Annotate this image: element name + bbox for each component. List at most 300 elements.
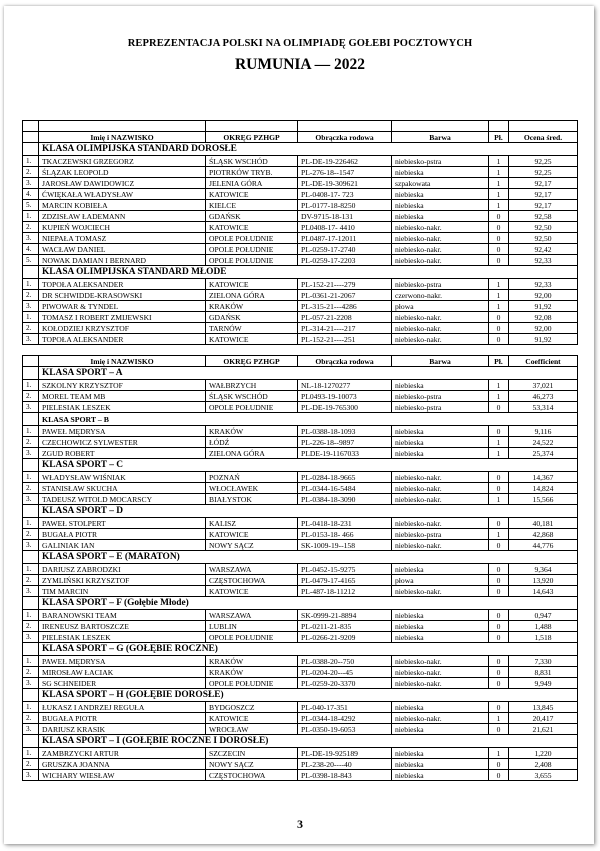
section-title: KLASA SPORT – I (GOŁĘBIE ROCZNE I DOROSŁE) [39,735,578,748]
score: 53,314 [509,402,578,413]
sex: 0 [489,656,509,667]
ring-number: PL-315-21---4286 [298,301,392,312]
section-header-row [23,143,578,156]
section-title: KLASA SPORT – E (MARATON) [39,551,578,564]
fancier-name: PAWEŁ STOLPERT [39,518,206,529]
section-spacer-cell [23,266,39,279]
color: niebiesko-pstra [392,402,489,413]
district: WARSZAWA [206,564,298,575]
table-row [23,178,578,189]
row-number: 2. [23,529,39,540]
sex: 0 [489,255,509,266]
table-row [23,518,578,529]
color: niebieska [392,426,489,437]
fancier-name: NIEPAŁA TOMASZ [39,233,206,244]
district: ŁÓDŹ [206,437,298,448]
ring-number: PL-0211-21-835 [298,621,392,632]
header-district: OKRĘG PZHGP [206,356,298,367]
ring-number: PL-DE-19-765300 [298,402,392,413]
ring-number: PL-0259-17-2203 [298,255,392,266]
sex: 0 [489,323,509,334]
score: 24,522 [509,437,578,448]
header-name: Imię i NAZWISKO [39,132,206,143]
table-row [23,312,578,323]
sex: 1 [489,380,509,391]
table-row [23,290,578,301]
section-spacer-cell [23,459,39,472]
district: BIAŁYSTOK [206,494,298,505]
score: 91,92 [509,301,578,312]
table-row [23,713,578,724]
fancier-name: DARIUSZ ZABRODZKI [39,564,206,575]
section-title: KLASA SPORT – A [39,367,578,380]
sex: 0 [489,222,509,233]
row-number: 1. [23,610,39,621]
sex: 0 [489,211,509,222]
row-number: 2. [23,575,39,586]
table-row [23,667,578,678]
fancier-name: ZDZISŁAW ŁADEMANN [39,211,206,222]
district: PIOTRKÓW TRYB. [206,167,298,178]
score: 20,417 [509,713,578,724]
sex: 0 [489,621,509,632]
header-no [23,132,39,143]
table-row [23,748,578,759]
sex: 0 [489,586,509,597]
color: niebiesko-nakr. [392,713,489,724]
row-number: 3. [23,678,39,689]
fancier-name: GRUSZKA JOANNA [39,759,206,770]
ring-number: PL-0204-20---45 [298,667,392,678]
header-sex: Pł. [489,132,509,143]
row-number: 2. [23,222,39,233]
fancier-name: TKACZEWSKI GRZEGORZ [39,156,206,167]
score: 42,868 [509,529,578,540]
score: 92,25 [509,156,578,167]
fancier-name: ZYMLIŃSKI KRZYSZTOF [39,575,206,586]
row-number: 2. [23,621,39,632]
score: 91,92 [509,334,578,345]
sex: 0 [489,770,509,781]
row-number: 3. [23,178,39,189]
district: CZĘSTOCHOWA [206,575,298,586]
table-row [23,156,578,167]
table-row [23,483,578,494]
color: niebieska [392,621,489,632]
fancier-name: DR SCHWIDDE-KRASOWSKI [39,290,206,301]
color: płowa [392,575,489,586]
ring-number: PL-152-21----251 [298,334,392,345]
ring-number: PL-238-20----40 [298,759,392,770]
section-spacer-cell [23,597,39,610]
district: KATOWICE [206,189,298,200]
table-row [23,529,578,540]
row-number: 2. [23,713,39,724]
sex: 0 [489,575,509,586]
table-header-row [23,132,578,143]
fancier-name: BARANOWSKI TEAM [39,610,206,621]
ring-number: PL-0384-18-3090 [298,494,392,505]
fancier-name: BUGAŁA PIOTR [39,713,206,724]
color: niebieska [392,189,489,200]
table-row [23,586,578,597]
color: niebieska [392,380,489,391]
ring-number: PL-314-21----217 [298,323,392,334]
color: niebiesko-pstra [392,529,489,540]
fancier-name: TIM MARCIN [39,586,206,597]
fancier-name: WACŁAW DANIEL [39,244,206,255]
row-number: 2. [23,759,39,770]
score: 7,330 [509,656,578,667]
row-number: 4. [23,244,39,255]
ring-number: PL-0266-21-9209 [298,632,392,643]
ring-number: PL-487-18-11212 [298,586,392,597]
score: 92,50 [509,233,578,244]
score: 1,220 [509,748,578,759]
sex: 1 [489,189,509,200]
ring-number: PL-0479-17-4165 [298,575,392,586]
sex: 1 [489,200,509,211]
district: KRAKÓW [206,301,298,312]
score: 25,374 [509,448,578,459]
fancier-name: WICHARY WIESŁAW [39,770,206,781]
sex: 1 [489,279,509,290]
header-sex: Pł. [489,356,509,367]
score: 9,949 [509,678,578,689]
ring-number: PL-0344-16-5484 [298,483,392,494]
score: 1,518 [509,632,578,643]
row-number: 1. [23,702,39,713]
table-row [23,323,578,334]
sex: 0 [489,759,509,770]
ring-number: PL-276-18--1547 [298,167,392,178]
row-number: 2. [23,290,39,301]
color: niebieska [392,448,489,459]
row-number: 1. [23,156,39,167]
district: OPOLE POŁUDNIE [206,678,298,689]
table-row [23,437,578,448]
color: szpakowata [392,178,489,189]
score: 13,845 [509,702,578,713]
district: OPOLE POŁUDNIE [206,244,298,255]
row-number: 2. [23,167,39,178]
section-title: KLASA SPORT – C [39,459,578,472]
ring-number: PL-0259-17-2740 [298,244,392,255]
section-header-row [23,459,578,472]
ring-number: PL0487-17-12011 [298,233,392,244]
ring-number: PL-0388-18-1093 [298,426,392,437]
fancier-name: ZGUD ROBERT [39,448,206,459]
fancier-name: ZAMBRZYCKI ARTUR [39,748,206,759]
district: OPOLE POŁUDNIE [206,632,298,643]
district: KATOWICE [206,334,298,345]
score: 1,488 [509,621,578,632]
score: 46,273 [509,391,578,402]
fancier-name: GALINIAK IAN [39,540,206,551]
district: ZIELONA GÓRA [206,290,298,301]
color: niebiesko-nakr. [392,518,489,529]
color: niebieska [392,759,489,770]
color: niebieska [392,748,489,759]
color: niebieska [392,724,489,735]
table-row [23,610,578,621]
score: 92,17 [509,200,578,211]
fancier-name: JAROSŁAW DAWIDOWICZ [39,178,206,189]
section-spacer-cell [23,143,39,156]
score: 92,33 [509,255,578,266]
score: 14,367 [509,472,578,483]
fancier-name: KUPIEŃ WOJCIECH [39,222,206,233]
district: KATOWICE [206,713,298,724]
district: KATOWICE [206,222,298,233]
table-row [23,211,578,222]
section-spacer-cell [23,643,39,656]
sex: 0 [489,426,509,437]
row-number: 1. [23,518,39,529]
color: niebieska [392,200,489,211]
score: 44,776 [509,540,578,551]
table-row [23,494,578,505]
table-header-row [23,356,578,367]
color: niebiesko-pstra [392,391,489,402]
ring-number: PL-0398-18-843 [298,770,392,781]
fancier-name: WŁADYSŁAW WIŚNIAK [39,472,206,483]
row-number: 5. [23,200,39,211]
score: 92,25 [509,167,578,178]
section-spacer-cell [23,689,39,702]
table-row [23,301,578,312]
ring-number: SK-0999-21-8894 [298,610,392,621]
district: OPOLE POŁUDNIE [206,233,298,244]
row-number: 1. [23,312,39,323]
results-table-olympic [22,120,578,345]
district: SZCZECIN [206,748,298,759]
ring-number: PL-DE-19-226462 [298,156,392,167]
row-number: 3. [23,770,39,781]
color: niebiesko-nakr. [392,312,489,323]
district: GDAŃSK [206,211,298,222]
section-header-row [23,689,578,702]
ring-number: PL0493-19-10073 [298,391,392,402]
score: 92,00 [509,323,578,334]
sex: 0 [489,334,509,345]
table-row [23,380,578,391]
table-row [23,189,578,200]
district: CZĘSTOCHOWA [206,770,298,781]
district: KATOWICE [206,529,298,540]
header-ring: Obrączka rodowa [298,132,392,143]
table-row [23,255,578,266]
ring-number: PL-0408-17- 723 [298,189,392,200]
score: 92,58 [509,211,578,222]
section-spacer-cell [23,505,39,518]
section-title: KLASA OLIMPIJSKA STANDARD MŁODE [39,266,578,279]
sex: 1 [489,167,509,178]
sex: 1 [489,437,509,448]
section-header-row [23,413,578,426]
sex: 1 [489,448,509,459]
table-row [23,632,578,643]
score: 92,08 [509,312,578,323]
fancier-name: TOPOŁA ALEKSANDER [39,279,206,290]
fancier-name: IRENEUSZ BARTOSZCZE [39,621,206,632]
color: niebiesko-nakr. [392,667,489,678]
row-number: 3. [23,586,39,597]
color: niebiesko-nakr. [392,540,489,551]
color: niebiesko-nakr. [392,323,489,334]
sex: 0 [489,518,509,529]
color: niebiesko-nakr. [392,334,489,345]
fancier-name: MARCIN KOBIEŁA [39,200,206,211]
section-header-row [23,551,578,564]
table-row [23,402,578,413]
color: niebiesko-nakr. [392,222,489,233]
district: LUBLIN [206,621,298,632]
document-subtitle: RUMUNIA — 2022 [234,56,366,73]
district: ŚLĄSK WSCHÓD [206,156,298,167]
score: 92,33 [509,279,578,290]
district: KATOWICE [206,279,298,290]
row-number: 1. [23,426,39,437]
district: NOWY SĄCZ [206,540,298,551]
section-spacer-cell [23,735,39,748]
page-number: 3 [297,817,303,831]
table-row [23,575,578,586]
ring-number: NL-18-1270277 [298,380,392,391]
sex: 0 [489,402,509,413]
row-number: 1. [23,211,39,222]
district: KRAKÓW [206,667,298,678]
color: niebieska [392,702,489,713]
table-row [23,678,578,689]
section-header-row [23,643,578,656]
sex: 0 [489,312,509,323]
fancier-name: TADEUSZ WITOLD MOCARSCY [39,494,206,505]
color: niebiesko-pstra [392,156,489,167]
ring-number: PL-0388-20--750 [298,656,392,667]
row-number: 2. [23,323,39,334]
ring-number: PL-0344-18-4292 [298,713,392,724]
color: niebiesko-nakr. [392,586,489,597]
ring-number: PL-226-18--9897 [298,437,392,448]
ring-number: PL-0153-18- 466 [298,529,392,540]
fancier-name: PIELESIAK LESZEK [39,632,206,643]
sex: 0 [489,632,509,643]
ring-number: PL-0284-18-9665 [298,472,392,483]
district: KRAKÓW [206,426,298,437]
ring-number: PL-DE-19-925189 [298,748,392,759]
row-number: 3. [23,233,39,244]
district: KRAKÓW [206,656,298,667]
color: niebieska [392,437,489,448]
fancier-name: BUGAŁA PIOTR [39,529,206,540]
table-row [23,279,578,290]
score: 37,021 [509,380,578,391]
sex: 0 [489,724,509,735]
section-spacer-cell [23,413,39,426]
row-number: 2. [23,437,39,448]
ring-number: DV-9715-18-131 [298,211,392,222]
color: niebiesko-nakr. [392,472,489,483]
score: 3,655 [509,770,578,781]
row-number: 3. [23,301,39,312]
color: niebiesko-nakr. [392,255,489,266]
score: 8,831 [509,667,578,678]
fancier-name: SZKOLNY KRZYSZTOF [39,380,206,391]
district: KATOWICE [206,586,298,597]
score: 9,364 [509,564,578,575]
ring-number: PLDE-19-1167033 [298,448,392,459]
sex: 0 [489,678,509,689]
score: 9,116 [509,426,578,437]
sex: 1 [489,301,509,312]
district: OPOLE POŁUDNIE [206,255,298,266]
table-row [23,233,578,244]
section-title: KLASA SPORT – F (Gołębie Młode) [39,597,578,610]
table-row [23,759,578,770]
table-row [23,222,578,233]
row-number: 4. [23,189,39,200]
table-row [23,244,578,255]
fancier-name: KOŁODZIEJ KRZYSZTOF [39,323,206,334]
table-row [23,448,578,459]
ring-number: PL0408-17- 4410 [298,222,392,233]
color: niebiesko-nakr. [392,494,489,505]
table-spacer-row [23,121,578,132]
section-title: KLASA SPORT – D [39,505,578,518]
results-table-sport [22,355,578,781]
section-title: KLASA OLIMPIJSKA STANDARD DOROSŁE [39,143,578,156]
sex: 0 [489,233,509,244]
section-title: KLASA SPORT – G (GOŁĘBIE ROCZNE) [39,643,578,656]
row-number: 2. [23,667,39,678]
row-number: 2. [23,391,39,402]
color: niebieska [392,564,489,575]
score: 40,181 [509,518,578,529]
row-number: 3. [23,632,39,643]
table-row [23,621,578,632]
sex: 1 [489,290,509,301]
sex: 1 [489,713,509,724]
fancier-name: ĆWIĘKAŁA WŁADYSŁAW [39,189,206,200]
section-spacer-cell [23,367,39,380]
score: 14,643 [509,586,578,597]
score: 92,50 [509,222,578,233]
fancier-name: PIELESIAK LESZEK [39,402,206,413]
table-row [23,472,578,483]
row-number: 1. [23,564,39,575]
district: GDAŃSK [206,312,298,323]
district: NOWY SĄCZ [206,759,298,770]
district: JELENIA GÓRA [206,178,298,189]
color: niebiesko-nakr. [392,678,489,689]
color: niebiesko-nakr. [392,483,489,494]
sex: 1 [489,178,509,189]
table-row [23,724,578,735]
fancier-name: NOWAK DAMIAN I BERNARD [39,255,206,266]
fancier-name: PAWEŁ MĘDRYSA [39,426,206,437]
ring-number: PL-0452-15-9275 [298,564,392,575]
district: POZNAŃ [206,472,298,483]
table-row [23,426,578,437]
table-row [23,564,578,575]
score: 92,00 [509,290,578,301]
row-number: 3. [23,540,39,551]
row-number: 3. [23,402,39,413]
ring-number: PL-DE-19-309621 [298,178,392,189]
color: niebieska [392,167,489,178]
fancier-name: PAWEŁ MĘDRYSA [39,656,206,667]
